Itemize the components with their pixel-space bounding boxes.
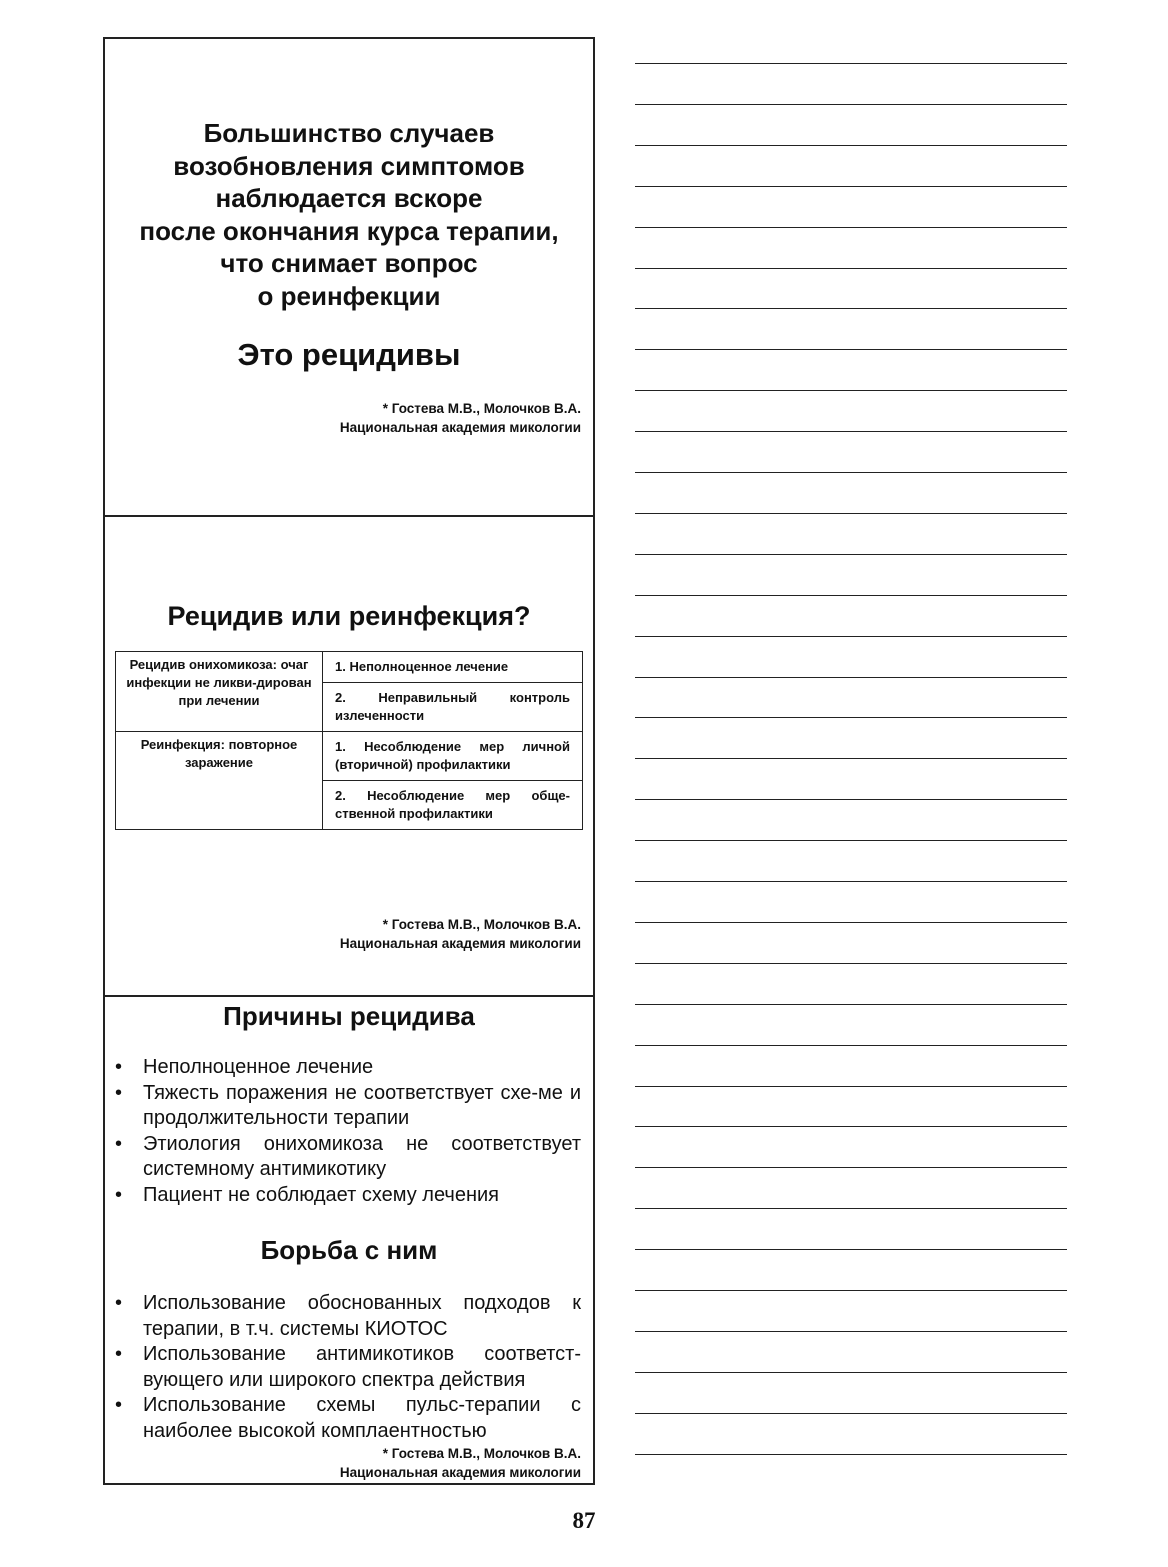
slide-3-source bbox=[340, 1444, 581, 1482]
note-line bbox=[635, 636, 1067, 637]
note-line bbox=[635, 922, 1067, 923]
note-line bbox=[635, 1372, 1067, 1373]
slide-1-title bbox=[105, 117, 593, 312]
slide-2-source bbox=[340, 915, 581, 953]
slide-1-title-line: после окончания курса терапии, bbox=[139, 215, 559, 246]
relapse-causes-list bbox=[115, 1055, 581, 1208]
list-item-text: Этиология онихомикоза не соответствует системному антимикотику bbox=[143, 1132, 581, 1180]
source-authors: * Гостева М.В., Молочков В.А. bbox=[382, 1446, 581, 1461]
list-item-text: Использование антимикотиков соответст-вующего или широкого спектра действия bbox=[143, 1343, 581, 1391]
bullet-icon: • bbox=[115, 1081, 123, 1104]
list-item-text: Использование схемы пульс-терапии с наиболее высокой комплаентностью bbox=[143, 1394, 581, 1442]
slide-1-title-line: что снимает вопрос bbox=[220, 248, 478, 278]
bullet-icon: • bbox=[115, 1292, 123, 1314]
note-line bbox=[635, 1126, 1067, 1127]
slide-1-source bbox=[340, 399, 581, 437]
slide-2 bbox=[105, 517, 593, 997]
notes-lines bbox=[635, 0, 1067, 1480]
note-line bbox=[635, 1208, 1067, 1209]
slide-1-title-line: о реинфекции bbox=[257, 280, 441, 311]
slide-2-title: Рецидив или реинфекция? bbox=[167, 601, 531, 631]
note-line bbox=[635, 595, 1067, 596]
note-line bbox=[635, 717, 1067, 718]
note-line bbox=[635, 554, 1067, 555]
note-line bbox=[635, 227, 1067, 228]
slide-1-subtitle: Это рецидивы bbox=[237, 337, 461, 372]
source-institution: Национальная академия микологии bbox=[339, 936, 581, 951]
list-item-text: Пациент не соблюдает схему лечения bbox=[143, 1183, 499, 1206]
note-line bbox=[635, 1413, 1067, 1414]
note-line bbox=[635, 390, 1067, 391]
slide-1-title-line: возобновления симптомов bbox=[173, 150, 525, 181]
table-cell-reinfection: Реинфекция: повторное заражение bbox=[116, 732, 323, 830]
note-line bbox=[635, 63, 1067, 64]
list-item-text: Тяжесть поражения не соответствует схе-ме и продолжительности терапии bbox=[143, 1081, 581, 1129]
note-line bbox=[635, 431, 1067, 432]
note-line bbox=[635, 1167, 1067, 1168]
note-line bbox=[635, 1045, 1067, 1046]
note-line bbox=[635, 349, 1067, 350]
note-line bbox=[635, 308, 1067, 309]
slides-column bbox=[103, 37, 595, 1485]
note-line bbox=[635, 1086, 1067, 1087]
note-line bbox=[635, 840, 1067, 841]
list-item bbox=[115, 1132, 581, 1183]
slide-3-title: Причины рецидива bbox=[223, 1001, 475, 1031]
note-line bbox=[635, 1290, 1067, 1291]
list-item bbox=[115, 1081, 581, 1132]
table-cell: 1. Неполноценное лечение bbox=[323, 652, 583, 683]
note-line bbox=[635, 104, 1067, 105]
slide-1-title-line: Большинство случаев bbox=[203, 118, 495, 148]
table-cell-relapse: Рецидив онихомикоза: очаг инфекции не ликви-дирован при лечении bbox=[116, 652, 323, 732]
list-item bbox=[115, 1393, 581, 1444]
note-line bbox=[635, 881, 1067, 882]
note-line bbox=[635, 186, 1067, 187]
bullet-icon: • bbox=[115, 1056, 123, 1078]
slide-1 bbox=[105, 39, 593, 517]
note-line bbox=[635, 472, 1067, 473]
countermeasures-list bbox=[115, 1291, 581, 1444]
slide-3 bbox=[105, 997, 593, 1483]
note-line bbox=[635, 1331, 1067, 1332]
list-item-text: Использование обоснованных подходов к терапии, в т.ч. системы КИОТОС bbox=[143, 1292, 581, 1340]
bullet-icon: • bbox=[115, 1394, 123, 1416]
note-line bbox=[635, 1249, 1067, 1250]
note-line bbox=[635, 799, 1067, 800]
slide-3-subtitle: Борьба с ним bbox=[260, 1235, 438, 1265]
source-institution: Национальная академия микологии bbox=[339, 1465, 581, 1480]
table-cell: 1. Несоблюдение мер личной (вторичной) профилактики bbox=[323, 732, 583, 781]
note-line bbox=[635, 1004, 1067, 1005]
table-row bbox=[116, 652, 583, 683]
note-line bbox=[635, 268, 1067, 269]
source-authors: * Гостева М.В., Молочков В.А. bbox=[382, 401, 581, 416]
note-line bbox=[635, 963, 1067, 964]
note-line bbox=[635, 513, 1067, 514]
list-item bbox=[115, 1291, 581, 1342]
source-authors: * Гостева М.В., Молочков В.А. bbox=[382, 917, 581, 932]
list-item bbox=[115, 1342, 581, 1393]
bullet-icon: • bbox=[115, 1343, 123, 1365]
list-item bbox=[115, 1183, 581, 1209]
bullet-icon: • bbox=[115, 1183, 123, 1206]
table-row bbox=[116, 732, 583, 781]
table-cell: 2. Неправильный контроль излеченности bbox=[323, 683, 583, 732]
note-line bbox=[635, 758, 1067, 759]
list-item-text: Неполноценное лечение bbox=[143, 1056, 374, 1078]
note-line bbox=[635, 145, 1067, 146]
bullet-icon: • bbox=[115, 1132, 123, 1155]
relapse-reinfection-table bbox=[115, 651, 583, 830]
source-institution: Национальная академия микологии bbox=[339, 420, 581, 435]
note-line bbox=[635, 677, 1067, 678]
page-number: 87 bbox=[572, 1508, 596, 1533]
table-cell: 2. Несоблюдение мер обще-ственной профилактики bbox=[323, 781, 583, 830]
slide-1-title-line: наблюдается вскоре bbox=[215, 183, 483, 213]
note-line bbox=[635, 1454, 1067, 1455]
list-item bbox=[115, 1055, 581, 1081]
